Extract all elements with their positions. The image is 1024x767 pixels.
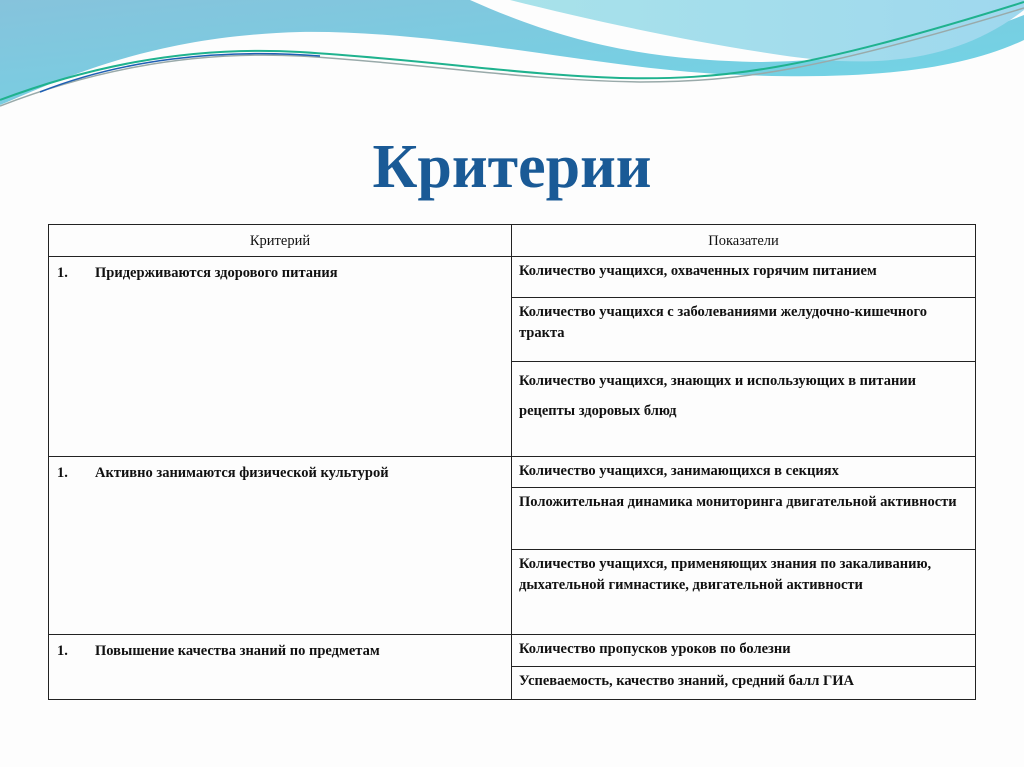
indicator-cell: Количество учащихся с заболеваниями желудочно-кишечного тракта (511, 297, 976, 362)
slide-title: Критерии (372, 133, 652, 201)
indicator-cell: Количество пропусков уроков по болезни (511, 634, 976, 667)
criterion-number: 1. (57, 465, 68, 481)
criterion-number: 1. (57, 265, 68, 281)
criterion-cell (48, 634, 512, 700)
wave-header-decoration (0, 0, 1024, 130)
criterion-cell (48, 256, 512, 457)
header-indicators: Показатели (511, 224, 976, 257)
criterion-text: Повышение качества знаний по предметам (95, 643, 380, 659)
indicator-cell: Количество учащихся, применяющих знания по закаливанию, дыхательной гимнастике, двигательной активности (511, 549, 976, 635)
indicator-cell: Успеваемость, качество знаний, средний балл ГИА (511, 666, 976, 700)
indicator-cell: Количество учащихся, знающих и использующих в питании рецепты здоровых блюд (511, 361, 976, 457)
criterion-number: 1. (57, 643, 68, 659)
criterion-cell (48, 456, 512, 635)
criterion-text: Активно занимаются физической культурой (95, 465, 389, 481)
criterion-text: Придерживаются здорового питания (95, 265, 338, 281)
indicator-cell: Количество учащихся, занимающихся в секциях (511, 456, 976, 488)
indicator-cell: Положительная динамика мониторинга двигательной активности (511, 487, 976, 550)
indicator-cell: Количество учащихся, охваченных горячим питанием (511, 256, 976, 298)
header-criterion: Критерий (48, 224, 512, 257)
